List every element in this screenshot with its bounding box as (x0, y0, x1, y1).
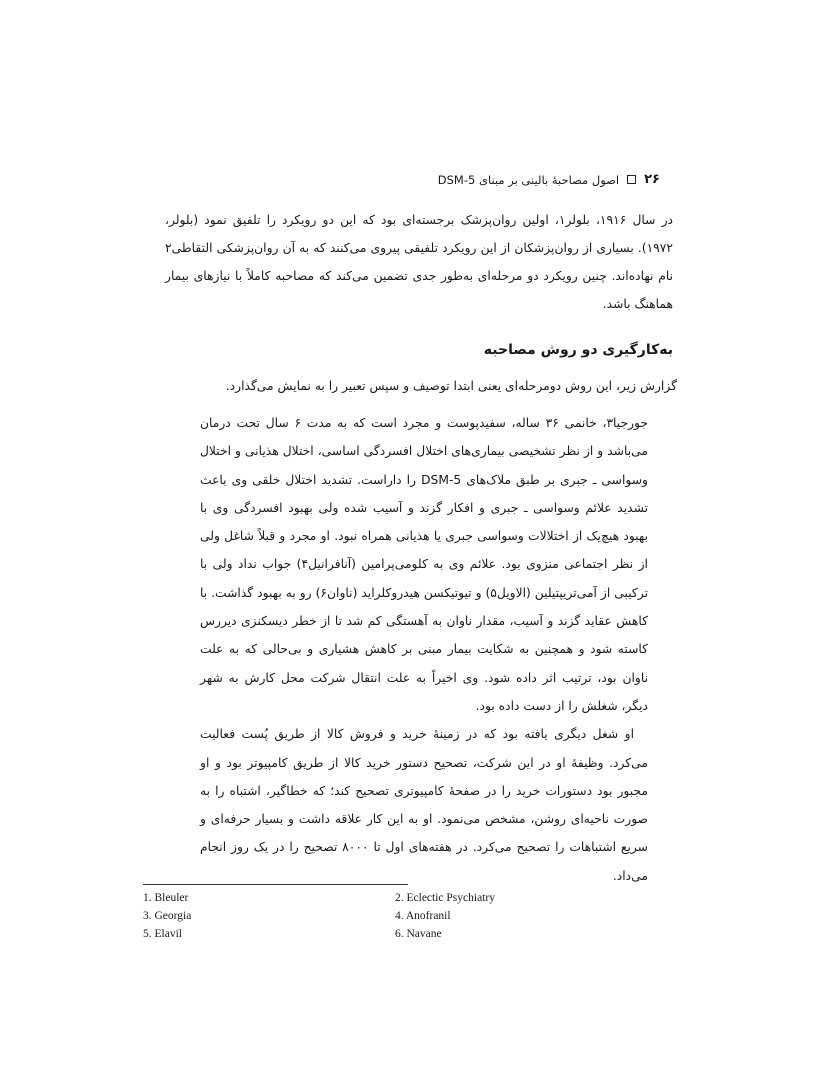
case-paragraph-2: او شغل دیگری یافته بود که در زمینۀ خرید و فروش کالا از طریق پُست فعالیت می‌کرد. وظیفۀ او در این شرکت، تصحیح دستور خرید کالا از طریق کامپیوتر بود و او مجبور بود دستورات خرید را در صفحۀ کامپیوتری تصحیح کند؛ که خطاگیر، اشتباه را به صورت ناحیه‌ای روشن، مشخص می‌نمود. او به این کار علاقه داشت و بسیار حرفه‌ای و سریع اشتباهات را تصحیح می‌کرد. در هفته‌های اول تا ۸۰۰۰ تصحیح را در یک روز انجام می‌داد. (200, 727, 648, 883)
running-title: اصول مصاحبۀ بالینی بر مبنای DSM-5 (437, 172, 620, 187)
footnote-4: 4. Anofranil (395, 910, 451, 922)
square-bullet-icon (627, 175, 636, 184)
intro-paragraph: در سال ۱۹۱۶، بلولر۱، اولین روان‌پزشک برجسته‌ای بود که این دو رویکرد را تلفیق نمود (بلولر، ۱۹۷۲). بسیاری از روان‌پزشکان از این رویکرد تلفیقی پیروی می‌کنند که به آن روان‌پزشکی التقاطی۲ نام نهاده‌اند. چنین رویکرد دو مرحله‌ای به‌طور جدی تضمین می‌کند که مصاحبه کاملاً با نیازهای بیمار هماهنگ باشد. (165, 213, 673, 311)
running-header (180, 172, 660, 187)
page-number: ۲۶ (644, 172, 660, 187)
section-intro: گزارش زیر، این روش دومرحله‌ای یعنی ابتدا توصیف و سپس تعبیر را به نمایش می‌گذارد. (225, 379, 677, 393)
footnote-2: 2. Eclectic Psychiatry (395, 892, 495, 904)
footnote-divider (143, 884, 408, 885)
case-report (200, 409, 648, 890)
section-heading: به‌کارگیری دو روش مصاحبه (483, 342, 673, 358)
footnote-6: 6. Navane (395, 928, 442, 940)
case-paragraph-1: جورجیا۳، خانمی ۳۶ ساله، سفیدپوست و مجرد است که به مدت ۶ سال تحت درمان می‌باشد و از نظر تشخیصی بیماری‌های اختلال افسردگی اساسی، اختلال هذیانی و اختلال وسواسی ـ جبری بر طبق ملاک‌های DSM-5 را داراست. تشدید اختلال خلقی وی باعث تشدید علائم وسواسی ـ جبری و افکار گزند و آسیب شده ولی بهبود افسردگی وی با بهبود هیچ‌یک از اختلالات وسواسی جبری یا هذیانی همراه نبود. او مجرد و قبلاً شاغل ولی از نظر اجتماعی منزوی بود. علائم وی به کلومی‌پرامین (آنافرانیل۴) جواب نداد ولی با ترکیبی از آمی‌تریپتیلین (الاویل۵) و تیوتیکسن هیدروکلراید (ناوان۶) رو به بهبود گذاشت. با کاهش عقاید گزند و آسیب، مقدار ناوان به آهستگی کم شد تا از خطر دیسکنزی دیررس کاسته شود و همچنین به شکایت بیمار مبنی بر کاهش هشیاری و بی‌حالی که به علت ناوان بود، ترتیب اثر داده شود. وی اخیراً به علت انتقال شرکت محل کارش به شهر دیگر، شغلش را از دست داده بود. (200, 416, 648, 713)
footnote-1: 1. Bleuler (143, 892, 189, 904)
footnote-3: 3. Georgia (143, 910, 192, 922)
footnote-5: 5. Elavil (143, 928, 182, 940)
